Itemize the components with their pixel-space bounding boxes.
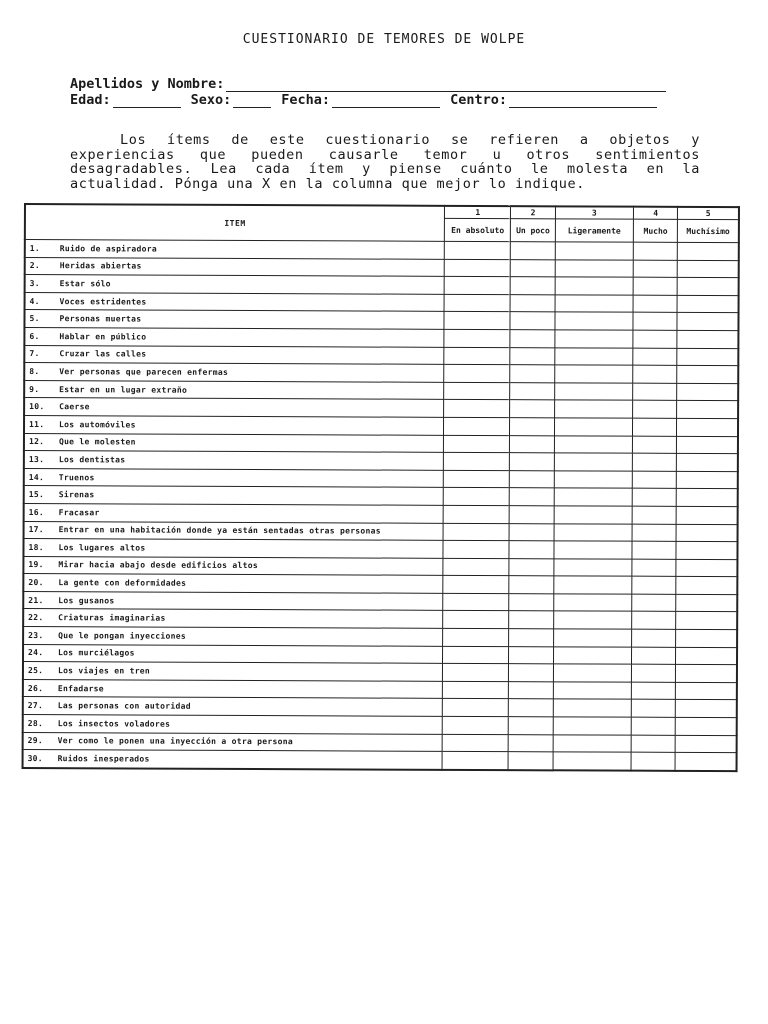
item-cell <box>25 240 445 259</box>
item-number: 6. <box>29 331 40 341</box>
answer-cell-4[interactable] <box>632 506 677 524</box>
answer-cell-1[interactable] <box>443 523 509 541</box>
answer-cell-5[interactable] <box>677 489 738 507</box>
answer-cell-1[interactable] <box>442 699 508 717</box>
answer-cell-3[interactable] <box>554 435 632 453</box>
answer-cell-2[interactable] <box>510 382 554 400</box>
item-cell <box>23 556 443 575</box>
item-number: 28. <box>27 718 44 728</box>
item-number: 3. <box>29 279 40 289</box>
item-number: 23. <box>28 630 44 640</box>
answer-cell-2[interactable] <box>509 629 553 647</box>
answer-cell-2[interactable] <box>508 752 552 770</box>
answer-cell-2[interactable] <box>510 365 554 383</box>
item-number: 20. <box>28 578 44 588</box>
answer-cell-4[interactable] <box>631 735 676 753</box>
item-number: 10. <box>29 402 45 412</box>
table-row <box>23 750 737 771</box>
item-cell <box>23 591 443 610</box>
answer-cell-4[interactable] <box>632 612 677 630</box>
answer-cell-1[interactable] <box>444 400 510 418</box>
item-number: 15. <box>28 490 45 500</box>
answer-cell-4[interactable] <box>632 488 677 506</box>
item-number: 12. <box>28 437 45 447</box>
column-label-1: En absoluto <box>445 218 511 241</box>
item-cell <box>24 345 444 364</box>
item-cell <box>23 732 443 751</box>
item-number: 22. <box>28 613 44 623</box>
item-text: Estar sólo <box>59 279 111 289</box>
item-text: Cruzar las calles <box>59 349 147 359</box>
age-label: Edad: <box>70 92 111 108</box>
answer-cell-1[interactable] <box>443 664 509 682</box>
answer-cell-4[interactable] <box>633 313 678 331</box>
item-number: 1. <box>29 243 41 253</box>
answer-cell-5[interactable] <box>676 612 737 630</box>
answer-cell-2[interactable] <box>509 699 553 717</box>
item-number: 11. <box>29 419 45 429</box>
answer-cell-5[interactable] <box>676 717 737 735</box>
column-label-2: Un poco <box>511 219 555 242</box>
answer-cell-2[interactable] <box>509 576 553 594</box>
answer-cell-2[interactable] <box>510 294 554 312</box>
answer-cell-4[interactable] <box>632 594 677 612</box>
item-text: Los lugares altos <box>58 543 146 553</box>
answer-cell-1[interactable] <box>444 364 510 382</box>
answer-cell-4[interactable] <box>633 260 678 278</box>
answer-cell-4[interactable] <box>631 682 676 700</box>
item-text: Sirenas <box>58 490 95 500</box>
answer-cell-2[interactable] <box>510 470 554 488</box>
item-text: Voces estridentes <box>59 296 147 307</box>
answer-cell-3[interactable] <box>555 242 633 260</box>
item-text: Personas muertas <box>59 314 142 324</box>
date-label: Fecha: <box>281 92 331 108</box>
answer-cell-4[interactable] <box>631 717 676 735</box>
answer-cell-3[interactable] <box>554 506 632 524</box>
answer-cell-2[interactable] <box>509 681 553 699</box>
answer-cell-1[interactable] <box>442 734 508 752</box>
answer-cell-2[interactable] <box>511 259 555 277</box>
item-cell <box>23 644 443 663</box>
column-number-4: 4 <box>633 207 677 220</box>
item-number: 27. <box>27 701 44 711</box>
item-cell <box>23 662 443 681</box>
item-text: Los automóviles <box>59 419 136 430</box>
answer-cell-5[interactable] <box>676 559 737 577</box>
answer-cell-5[interactable] <box>678 260 739 278</box>
answer-cell-1[interactable] <box>443 558 509 576</box>
item-text: Que le molesten <box>58 437 136 447</box>
answer-cell-5[interactable] <box>676 594 737 612</box>
answer-cell-4[interactable] <box>631 664 676 682</box>
item-number: 7. <box>29 349 40 359</box>
answer-cell-1[interactable] <box>443 611 509 629</box>
questionnaire-rows <box>23 240 739 771</box>
answer-cell-5[interactable] <box>676 524 737 542</box>
answer-cell-3[interactable] <box>553 682 631 700</box>
answer-cell-2[interactable] <box>510 488 554 506</box>
answer-cell-3[interactable] <box>555 330 633 348</box>
answer-cell-4[interactable] <box>633 277 678 295</box>
item-cell <box>23 574 443 593</box>
sex-field[interactable] <box>233 93 271 108</box>
answer-cell-2[interactable] <box>509 611 553 629</box>
column-number-2: 2 <box>511 206 555 219</box>
answer-cell-5[interactable] <box>676 541 737 559</box>
answer-cell-1[interactable] <box>443 628 509 646</box>
answer-cell-4[interactable] <box>631 647 676 665</box>
answer-cell-5[interactable] <box>677 366 738 384</box>
item-text: Los dentistas <box>58 455 126 465</box>
item-number: 30. <box>27 754 43 764</box>
answer-cell-4[interactable] <box>633 348 678 366</box>
column-label-5: Muchísimo <box>678 219 739 242</box>
item-text: Los insectos voladores <box>57 718 171 729</box>
answer-cell-1[interactable] <box>444 312 510 330</box>
instructions-paragraph: Los ítems de este cuestionario se refieren a objetos y experiencias que pueden causarle temor u otros sentimientos desagradables. Lea cada ítem y piense cuánto le molesta en la actualidad. Pónga una X en la columna que mejor lo indique. <box>70 132 700 192</box>
answer-cell-3[interactable] <box>555 259 633 277</box>
answer-cell-5[interactable] <box>677 506 738 524</box>
answer-cell-2[interactable] <box>510 435 554 453</box>
answer-cell-3[interactable] <box>554 559 632 577</box>
answer-cell-3[interactable] <box>554 523 632 541</box>
answer-cell-4[interactable] <box>632 471 677 489</box>
answer-cell-3[interactable] <box>553 611 631 629</box>
item-number: 24. <box>28 648 44 658</box>
answer-cell-2[interactable] <box>509 593 553 611</box>
item-text: Ver como le ponen una inyección a otra persona <box>57 736 294 747</box>
item-number: 19. <box>28 560 44 570</box>
answer-cell-1[interactable] <box>444 417 510 435</box>
answer-cell-3[interactable] <box>554 488 632 506</box>
item-number: 18. <box>28 542 44 552</box>
answer-cell-1[interactable] <box>443 576 509 594</box>
answer-cell-1[interactable] <box>442 752 508 770</box>
answer-cell-2[interactable] <box>510 506 554 524</box>
answer-cell-1[interactable] <box>443 646 509 664</box>
item-cell <box>23 750 443 770</box>
column-number-3: 3 <box>555 206 633 219</box>
answer-cell-5[interactable] <box>677 471 738 489</box>
answer-cell-2[interactable] <box>510 347 554 365</box>
item-number: 5. <box>29 314 40 324</box>
answer-cell-5[interactable] <box>678 242 739 260</box>
item-text: Ruidos inesperados <box>57 754 150 764</box>
item-text: Estar en un lugar extraño <box>59 384 188 395</box>
answer-cell-1[interactable] <box>444 452 510 470</box>
answer-cell-1[interactable] <box>444 277 510 295</box>
answer-cell-5[interactable] <box>676 735 737 753</box>
item-cell <box>25 292 445 311</box>
item-text: Truenos <box>58 472 95 482</box>
answer-cell-3[interactable] <box>554 576 632 594</box>
answer-cell-2[interactable] <box>510 330 554 348</box>
answer-cell-5[interactable] <box>676 700 737 718</box>
answer-cell-1[interactable] <box>444 241 510 259</box>
item-cell <box>24 363 444 382</box>
answer-cell-1[interactable] <box>444 329 510 347</box>
item-number: 21. <box>28 595 44 605</box>
item-cell <box>23 679 443 698</box>
item-text: Que le pongan inyecciones <box>58 631 187 641</box>
answer-cell-1[interactable] <box>444 382 510 400</box>
document-title: CUESTIONARIO DE TEMORES DE WOLPE <box>242 32 526 47</box>
answer-cell-4[interactable] <box>633 401 678 419</box>
answer-cell-3[interactable] <box>553 594 631 612</box>
answer-cell-3[interactable] <box>554 383 632 401</box>
answer-cell-3[interactable] <box>553 717 631 735</box>
answer-cell-1[interactable] <box>443 488 509 506</box>
answer-cell-1[interactable] <box>443 540 509 558</box>
item-number: 14. <box>28 472 45 482</box>
answer-cell-3[interactable] <box>555 312 633 330</box>
answer-cell-5[interactable] <box>677 383 738 401</box>
answer-cell-1[interactable] <box>444 347 510 365</box>
answer-cell-2[interactable] <box>511 242 555 260</box>
item-text: Criaturas imaginarias <box>58 613 166 623</box>
answer-cell-2[interactable] <box>509 523 553 541</box>
item-text: Mirar hacia abajo desde edificios altos <box>58 560 258 571</box>
item-cell <box>23 539 443 558</box>
answer-cell-2[interactable] <box>509 734 553 752</box>
answer-cell-3[interactable] <box>553 646 631 664</box>
item-cell <box>23 609 443 628</box>
item-cell <box>24 521 444 540</box>
answer-cell-3[interactable] <box>553 664 631 682</box>
questionnaire-table <box>22 203 740 772</box>
answer-cell-4[interactable] <box>631 700 676 718</box>
answer-cell-3[interactable] <box>553 752 631 770</box>
item-number: 9. <box>29 384 40 394</box>
answer-cell-4[interactable] <box>631 752 676 770</box>
item-cell <box>25 275 445 294</box>
item-cell <box>23 627 443 646</box>
answer-cell-3[interactable] <box>554 418 632 436</box>
item-text: Hablar en público <box>59 331 147 342</box>
column-number-5: 5 <box>678 207 739 220</box>
answer-cell-4[interactable] <box>632 541 677 559</box>
answer-cell-3[interactable] <box>555 277 633 295</box>
answer-cell-3[interactable] <box>554 400 632 418</box>
item-number: 26. <box>27 683 44 693</box>
answer-cell-4[interactable] <box>633 383 678 401</box>
center-field[interactable] <box>509 93 657 108</box>
answer-cell-1[interactable] <box>443 470 509 488</box>
answer-cell-3[interactable] <box>553 629 631 647</box>
name-field[interactable] <box>226 77 666 92</box>
answer-cell-4[interactable] <box>632 436 677 454</box>
item-cell <box>23 715 443 734</box>
answer-cell-4[interactable] <box>632 559 677 577</box>
answer-cell-3[interactable] <box>554 541 632 559</box>
answer-cell-3[interactable] <box>555 295 633 313</box>
item-cell <box>24 451 444 470</box>
item-text: Los viajes en tren <box>57 666 151 676</box>
answer-cell-2[interactable] <box>509 558 553 576</box>
column-label-3: Ligeramente <box>555 219 633 242</box>
item-number: 13. <box>28 454 45 465</box>
answer-cell-3[interactable] <box>555 347 633 365</box>
item-column-header: ITEM <box>25 204 445 241</box>
answer-cell-3[interactable] <box>554 453 632 471</box>
item-number: 4. <box>29 296 40 306</box>
answer-cell-5[interactable] <box>676 682 737 700</box>
age-field[interactable] <box>113 93 181 108</box>
answer-cell-5[interactable] <box>676 577 737 595</box>
answer-cell-2[interactable] <box>510 400 554 418</box>
answer-cell-1[interactable] <box>443 505 509 523</box>
answer-cell-5[interactable] <box>677 348 738 366</box>
sex-label: Sexo: <box>190 92 232 108</box>
answer-cell-3[interactable] <box>554 365 632 383</box>
item-number: 17. <box>28 525 44 535</box>
item-text: Ver personas que parecen enfermas <box>59 367 229 377</box>
answer-cell-4[interactable] <box>632 418 677 436</box>
answer-cell-1[interactable] <box>442 716 508 734</box>
answer-cell-4[interactable] <box>633 365 678 383</box>
item-number: 29. <box>27 736 44 746</box>
item-cell <box>24 398 444 417</box>
answer-cell-2[interactable] <box>509 717 553 735</box>
answer-cell-4[interactable] <box>632 629 677 647</box>
answer-cell-5[interactable] <box>677 330 738 348</box>
answer-cell-5[interactable] <box>677 401 738 419</box>
answer-cell-2[interactable] <box>510 453 554 471</box>
item-text: Ruido de aspiradora <box>59 243 158 254</box>
answer-cell-5[interactable] <box>678 278 739 296</box>
answer-cell-2[interactable] <box>509 541 553 559</box>
item-cell <box>24 486 444 505</box>
item-text: La gente con deformidades <box>58 578 187 588</box>
answer-cell-4[interactable] <box>633 330 678 348</box>
answer-cell-1[interactable] <box>444 294 510 312</box>
column-label-4: Mucho <box>633 219 678 242</box>
answer-cell-3[interactable] <box>554 471 632 489</box>
answer-cell-5[interactable] <box>677 453 738 471</box>
item-cell <box>24 503 444 522</box>
answer-cell-5[interactable] <box>677 313 738 331</box>
item-number: 16. <box>28 507 45 517</box>
item-cell <box>24 468 444 487</box>
item-text: Heridas abiertas <box>59 261 142 271</box>
answer-cell-5[interactable] <box>676 665 737 683</box>
answer-cell-1[interactable] <box>444 259 510 277</box>
item-text: Caerse <box>59 402 90 412</box>
item-number: 8. <box>29 366 40 377</box>
item-cell <box>24 310 444 329</box>
answer-cell-2[interactable] <box>509 664 553 682</box>
answer-cell-1[interactable] <box>444 435 510 453</box>
item-cell <box>24 433 444 452</box>
item-cell <box>24 327 444 346</box>
item-text: Los gusanos <box>58 595 115 606</box>
answer-cell-4[interactable] <box>632 576 677 594</box>
answer-cell-4[interactable] <box>632 453 677 471</box>
item-number: 2. <box>29 261 40 271</box>
answer-cell-2[interactable] <box>510 312 554 330</box>
item-cell <box>25 257 445 276</box>
details-line <box>70 92 657 108</box>
item-cell <box>24 380 444 399</box>
item-cell <box>24 415 444 434</box>
item-text: Las personas con autoridad <box>57 701 191 711</box>
name-line <box>70 76 676 92</box>
answer-cell-2[interactable] <box>509 646 553 664</box>
item-number: 25. <box>27 666 44 676</box>
answer-cell-1[interactable] <box>443 593 509 611</box>
item-text: Los murciélagos <box>58 648 135 658</box>
answer-cell-1[interactable] <box>443 681 509 699</box>
answer-cell-4[interactable] <box>632 524 677 542</box>
center-label: Centro: <box>450 92 507 108</box>
answer-cell-2[interactable] <box>511 277 555 295</box>
date-field[interactable] <box>332 93 440 108</box>
column-number-1: 1 <box>445 206 511 219</box>
answer-cell-2[interactable] <box>510 418 554 436</box>
answer-cell-5[interactable] <box>677 295 738 313</box>
item-text: Entrar en una habitación donde ya están sentadas otras personas <box>58 525 381 536</box>
answer-cell-5[interactable] <box>675 753 736 771</box>
answer-cell-5[interactable] <box>677 436 738 454</box>
item-text: Enfadarse <box>57 683 104 693</box>
item-text: Fracasar <box>58 507 100 518</box>
answer-cell-5[interactable] <box>677 418 738 436</box>
item-cell <box>23 697 443 716</box>
answer-cell-5[interactable] <box>676 629 737 647</box>
answer-cell-5[interactable] <box>676 647 737 665</box>
answer-cell-4[interactable] <box>633 242 678 260</box>
answer-cell-3[interactable] <box>553 734 631 752</box>
answer-cell-4[interactable] <box>633 295 678 313</box>
answer-cell-3[interactable] <box>553 699 631 717</box>
name-label: Apellidos y Nombre: <box>70 76 225 92</box>
